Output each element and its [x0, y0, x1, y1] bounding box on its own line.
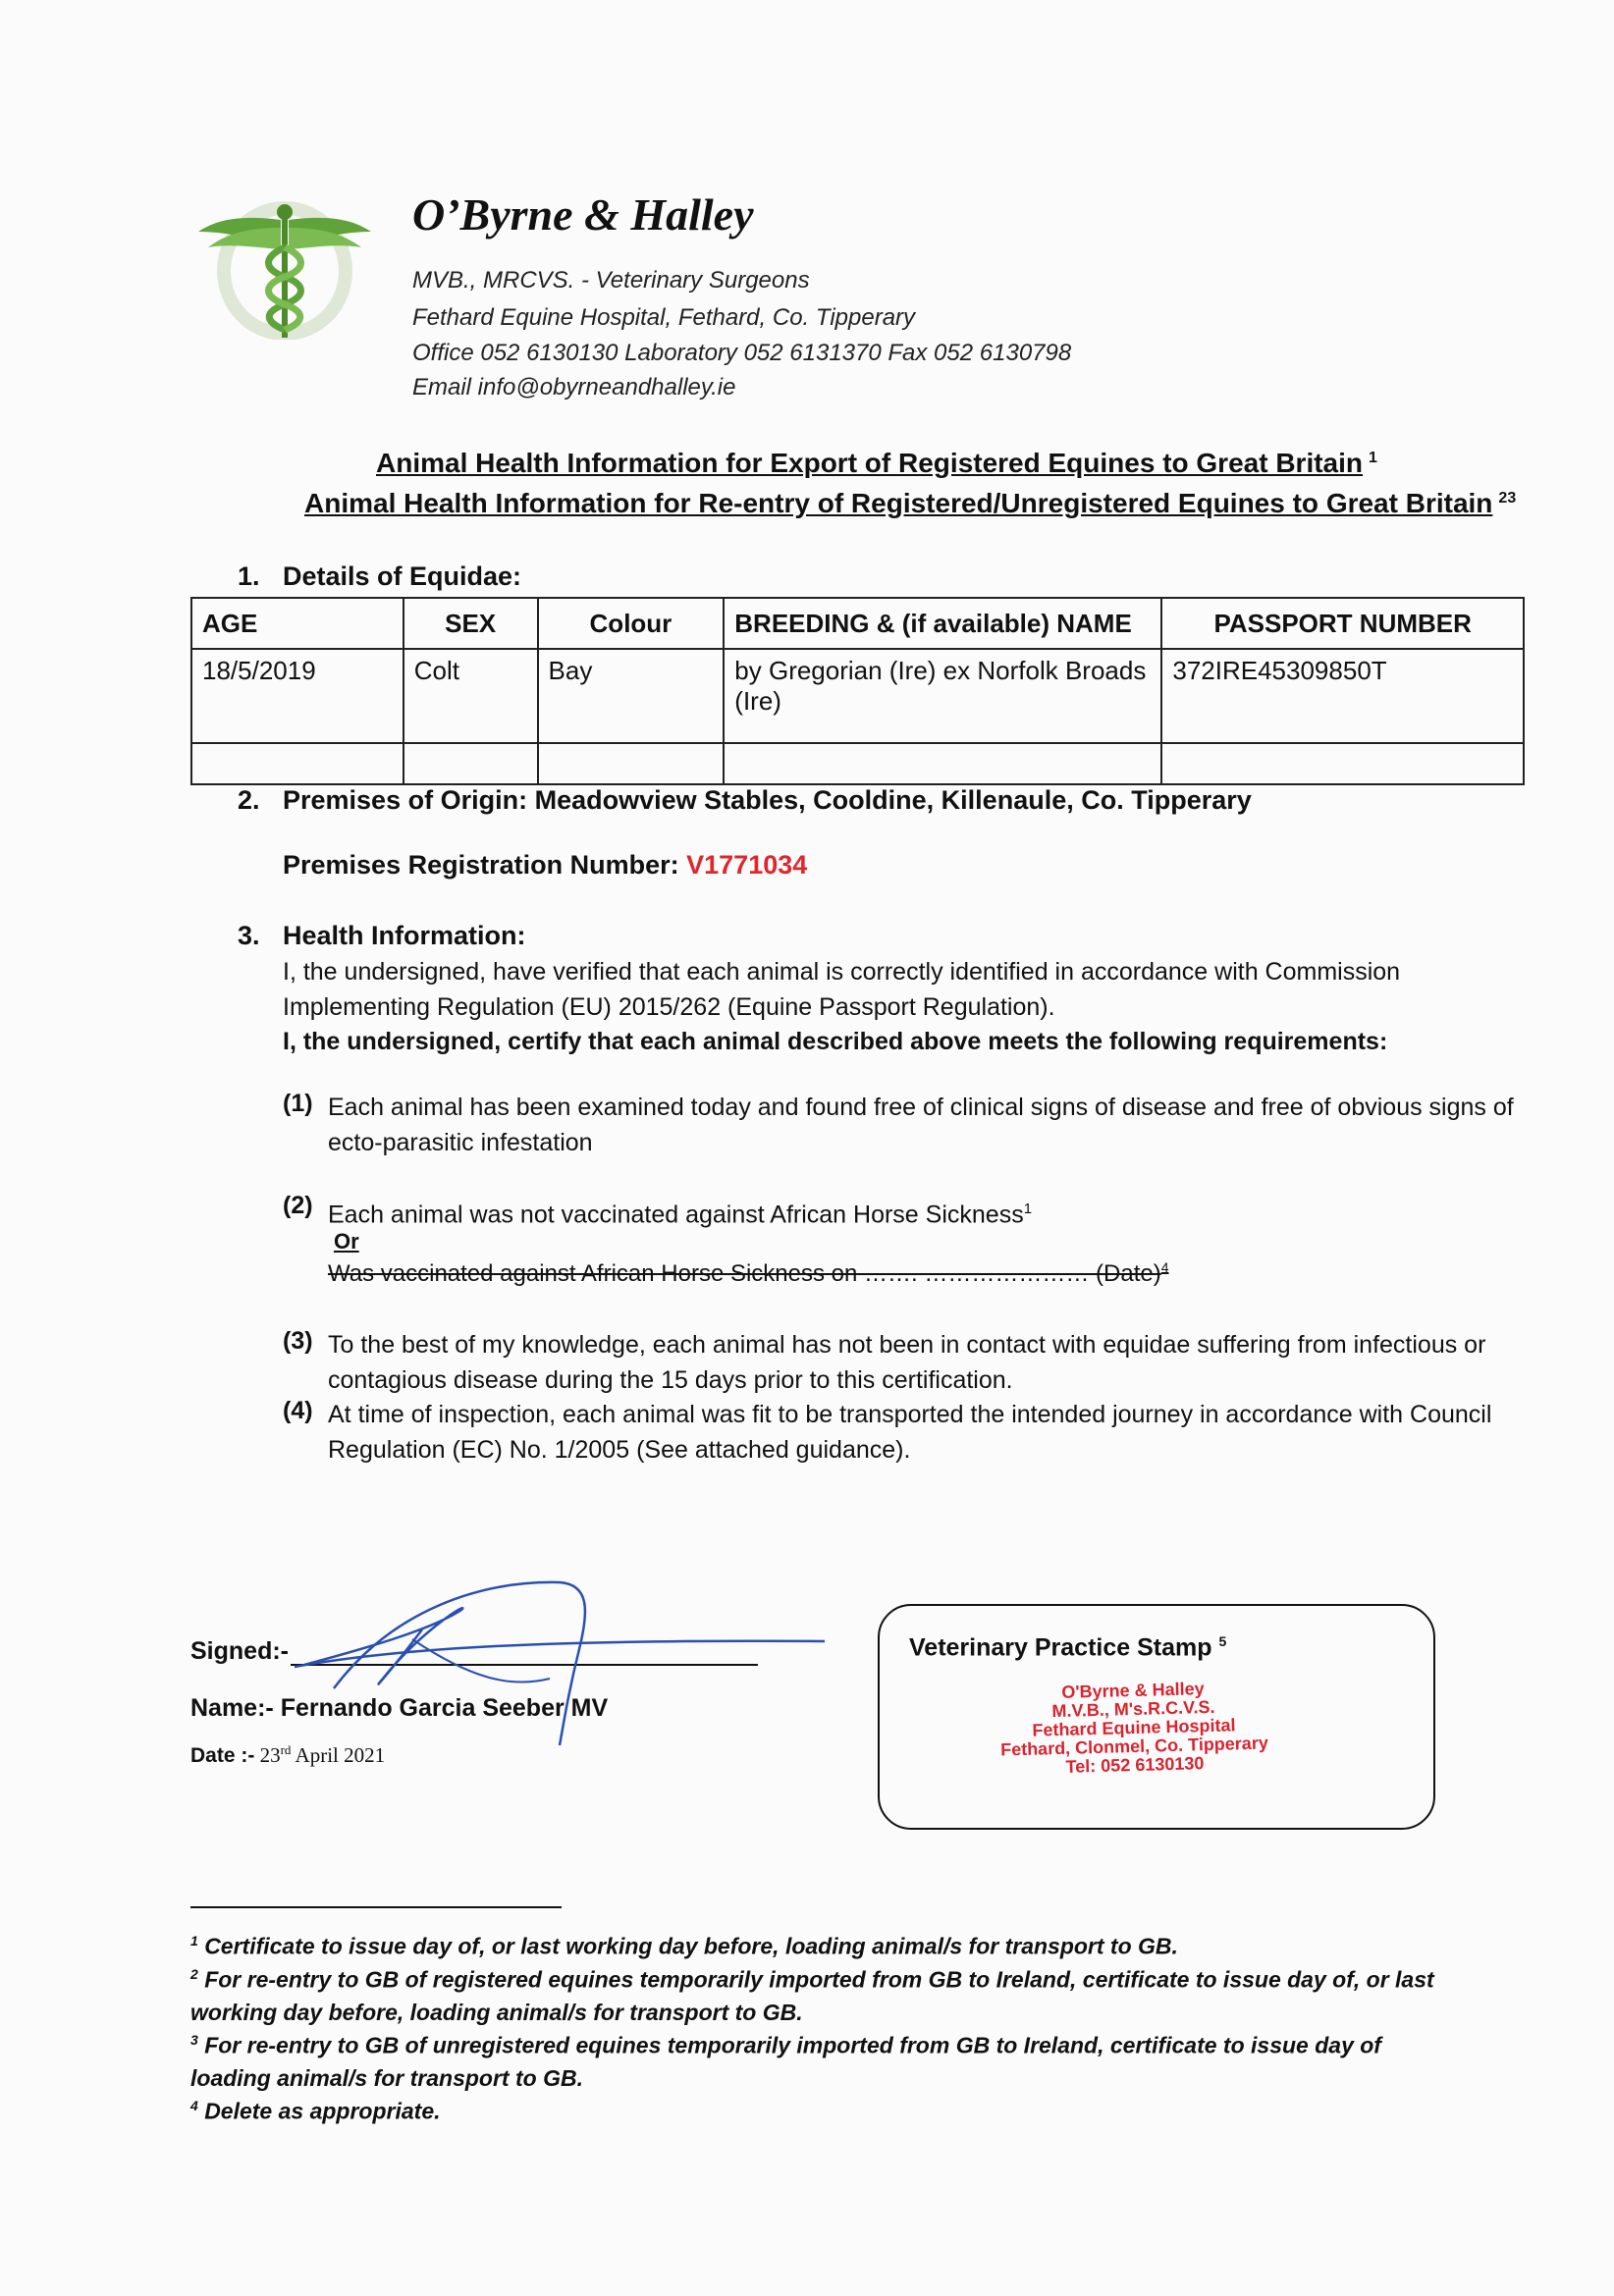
footnote-4-sup: 4	[190, 2098, 198, 2113]
table-header-row	[191, 598, 1524, 649]
stamp-line: O'Byrne & Halley	[1061, 1679, 1205, 1702]
date-day: 23	[259, 1743, 281, 1767]
item-3-text: To the best of my knowledge, each animal has not been in contact with equidae suffering from infectious or contagious disease during the 15 days prior to this certification.	[328, 1331, 1486, 1394]
cell-colour: Bay	[538, 649, 725, 743]
firm-email: Email info@obyrneandhalley.ie	[412, 374, 736, 400]
footnote-divider	[190, 1906, 562, 1908]
item-3-number: (3)	[283, 1327, 313, 1355]
equidae-table	[190, 597, 1525, 785]
firm-phones: Office 052 6130130 Laboratory 052 6131370 Fax 052 6130798	[412, 340, 1072, 366]
cell-empty	[1161, 743, 1524, 784]
item-2-struck	[328, 1259, 1169, 1288]
date-row	[190, 1742, 385, 1768]
stamp-title-sup: 5	[1218, 1633, 1227, 1649]
firm-qualifications: MVB., MRCVS. - Veterinary Surgeons	[412, 267, 810, 294]
stamp-title	[909, 1633, 1226, 1662]
item-2-struck-sup: 4	[1160, 1259, 1169, 1275]
registration-label: Premises Registration Number:	[283, 850, 679, 880]
title-reentry-sup: 23	[1498, 489, 1517, 507]
cell-empty	[538, 743, 725, 784]
title-reentry	[304, 488, 1516, 519]
stamp-line: Tel: 052 6130130	[1065, 1753, 1205, 1777]
footnote-2	[190, 1958, 1467, 2029]
title-export-text: Animal Health Information for Export of Registered Equines to Great Britain	[376, 448, 1364, 478]
premises-label: Premises of Origin:	[283, 785, 528, 815]
premises-value: Meadowview Stables, Cooldine, Killenaule, Co. Tipperary	[534, 785, 1252, 815]
date-rest: April 2021	[295, 1743, 386, 1767]
footnote-1	[190, 1925, 1467, 1963]
cell-empty	[724, 743, 1161, 784]
item-2-text	[328, 1192, 1032, 1232]
firm-address: Fethard Equine Hospital, Fethard, Co. Tipperary	[412, 304, 916, 331]
verify-text: I, the undersigned, have verified that each animal is correctly identified in accordance with Commission Implementing Regulation (EU) 2015/262 (Equine Passport Regulation).	[283, 958, 1401, 1021]
cell-age: 18/5/2019	[191, 649, 404, 743]
item-2-sup: 1	[1023, 1201, 1033, 1217]
item-2-number: (2)	[283, 1192, 313, 1219]
header-sex: SEX	[404, 598, 538, 649]
section2-number: 2.	[238, 785, 260, 815]
footnote-1-text: Certificate to issue day of, or last working day before, loading animal/s for transport to GB.	[204, 1933, 1178, 1959]
cell-empty	[404, 743, 538, 784]
footnote-4	[190, 2090, 1467, 2128]
table-row	[191, 649, 1524, 743]
certify-text: I, the undersigned, certify that each animal described above meets the following requirements:	[283, 1028, 1388, 1055]
section3-number: 3.	[238, 921, 260, 950]
title-export	[376, 448, 1377, 479]
footnote-1-sup: 1	[190, 1933, 198, 1949]
item-4-text: At time of inspection, each animal was fit to be transported the intended journey in accordance with Council Regulation (EC) No. 1/2005 (See attached guidance).	[328, 1401, 1492, 1464]
footnote-4-text: Delete as appropriate.	[204, 2098, 441, 2124]
table-row-empty	[191, 743, 1524, 784]
title-reentry-text: Animal Health Information for Re-entry of Registered/Unregistered Equines to Great Britain	[304, 488, 1493, 518]
premises-origin	[283, 785, 1252, 816]
item-2-main: Each animal was not vaccinated against African Horse Sickness	[328, 1201, 1024, 1229]
stamp-line: Fethard Equine Hospital	[1032, 1715, 1236, 1740]
cell-breeding: by Gregorian (Ire) ex Norfolk Broads (Ire)	[724, 649, 1161, 743]
section3-heading: Health Information:	[283, 921, 526, 950]
name-value: Fernando Garcia Seeber MV	[280, 1694, 609, 1722]
cell-passport: 372IRE45309850T	[1161, 649, 1524, 743]
footnote-3-sup: 3	[190, 2032, 198, 2048]
header-passport: PASSPORT NUMBER	[1161, 598, 1524, 649]
registration-value: V1771034	[686, 850, 808, 880]
header-breeding: BREEDING & (if available) NAME	[724, 598, 1161, 649]
signed-label: Signed:-	[190, 1637, 289, 1665]
footnote-2-text: For re-entry to GB of registered equines temporarily imported from GB to Ireland, certificate to issue day of, or last working day before, loading animal/s for transport to GB.	[190, 1966, 1434, 2025]
header-age: AGE	[191, 598, 404, 649]
footnote-2-sup: 2	[190, 1966, 198, 1982]
item-4-number: (4)	[283, 1397, 313, 1424]
firm-name: O’Byrne & Halley	[412, 189, 754, 240]
date-suffix: rd	[280, 1742, 292, 1757]
footnote-3	[190, 2024, 1467, 2095]
practice-stamp	[986, 1678, 1282, 1779]
title-export-sup: 1	[1369, 449, 1377, 466]
date-label: Date :-	[190, 1744, 255, 1767]
premises-registration	[283, 850, 807, 881]
item-2-or: Or	[334, 1229, 359, 1254]
section1-heading: Details of Equidae:	[283, 561, 522, 591]
item-1-number: (1)	[283, 1090, 313, 1117]
cell-empty	[191, 743, 404, 784]
caduceus-logo-icon	[194, 192, 371, 340]
cell-sex: Colt	[404, 649, 538, 743]
name-label: Name:-	[190, 1694, 274, 1722]
name-row	[190, 1694, 608, 1723]
header-colour: Colour	[538, 598, 725, 649]
stamp-title-text: Veterinary Practice Stamp	[909, 1633, 1212, 1662]
stamp-line: M.V.B., M's.R.C.V.S.	[1051, 1696, 1215, 1722]
stamp-line: Fethard, Clonmel, Co. Tipperary	[999, 1733, 1269, 1760]
item-1-text: Each animal has been examined today and found free of clinical signs of disease and free of obvious signs of ecto-parasitic infestation	[328, 1094, 1514, 1156]
section1-number: 1.	[238, 561, 260, 591]
item-2-struck-text: Was vaccinated against African Horse Sickness on ……. ………………… (Date)	[328, 1260, 1161, 1287]
footnote-3-text: For re-entry to GB of unregistered equines temporarily imported from GB to Ireland, certificate to issue day of loading animal/s for transport to GB.	[190, 2032, 1381, 2091]
